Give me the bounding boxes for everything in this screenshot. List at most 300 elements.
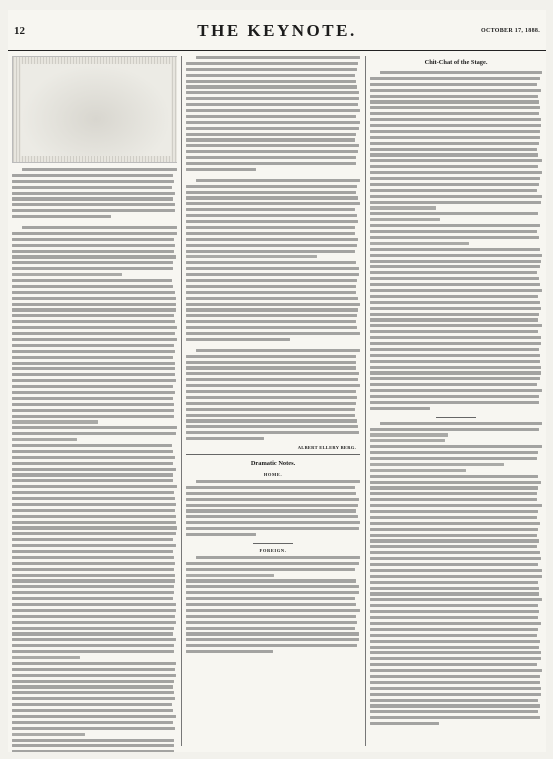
text-line — [370, 445, 542, 448]
text-line — [186, 168, 256, 171]
text-line — [12, 244, 175, 247]
text-line — [370, 433, 448, 436]
text-line — [12, 444, 172, 447]
text-line — [12, 215, 111, 218]
text-line — [186, 80, 356, 83]
section-title-chit-chat: Chit-Chat of the Stage. — [424, 59, 488, 66]
text-line — [186, 585, 359, 588]
text-line — [12, 391, 175, 394]
text-line — [370, 634, 537, 637]
text-line — [186, 486, 355, 489]
text-line — [370, 563, 538, 566]
text-line — [370, 218, 440, 221]
text-line — [370, 504, 542, 507]
text-line — [370, 481, 541, 484]
column-divider — [181, 56, 182, 746]
text-line — [186, 414, 355, 417]
text-line — [186, 492, 356, 495]
text-line — [12, 468, 176, 471]
text-line — [370, 201, 541, 204]
text-line — [370, 118, 541, 121]
text-line — [370, 522, 540, 525]
text-line — [12, 456, 175, 459]
text-line — [370, 640, 540, 643]
text-line — [370, 342, 541, 345]
text-line — [370, 545, 537, 548]
text-line — [186, 498, 359, 501]
text-line — [186, 303, 360, 306]
text-line — [186, 156, 356, 159]
text-line — [12, 579, 175, 582]
text-line — [12, 733, 85, 736]
text-line — [12, 721, 173, 724]
text-line — [370, 669, 542, 672]
text-line — [22, 226, 177, 229]
text-line — [186, 97, 359, 100]
text-line — [370, 171, 542, 174]
text-line — [370, 575, 542, 578]
text-line — [196, 480, 360, 483]
text-line — [186, 326, 357, 329]
text-line — [12, 556, 174, 559]
text-line — [12, 739, 174, 742]
text-line — [12, 497, 175, 500]
text-line — [370, 165, 538, 168]
text-line — [12, 609, 176, 612]
text-line — [186, 320, 356, 323]
article-body-text — [186, 349, 360, 443]
text-line — [186, 419, 357, 422]
text-line — [12, 350, 175, 353]
text-line — [370, 498, 537, 501]
text-line — [12, 232, 177, 235]
text-line — [186, 603, 356, 606]
text-line — [370, 89, 541, 92]
text-line — [370, 389, 542, 392]
text-line — [12, 332, 175, 335]
text-line — [370, 539, 539, 542]
text-line — [186, 62, 358, 65]
text-line — [370, 469, 466, 472]
caption-text-block — [12, 168, 177, 221]
column-divider — [365, 56, 366, 746]
text-line — [186, 509, 356, 512]
text-line — [186, 191, 356, 194]
text-line — [370, 475, 538, 478]
text-line — [186, 150, 358, 153]
text-line — [186, 133, 356, 136]
text-line — [12, 344, 174, 347]
text-line — [12, 192, 175, 195]
text-line — [186, 527, 359, 530]
text-line — [370, 463, 504, 466]
text-line — [370, 183, 539, 186]
text-line — [370, 622, 541, 625]
text-line — [186, 390, 356, 393]
text-line — [12, 314, 174, 317]
text-line — [370, 295, 538, 298]
text-line — [186, 267, 359, 270]
text-line — [370, 289, 542, 292]
text-line — [186, 220, 358, 223]
text-line — [186, 85, 357, 88]
text-line — [12, 320, 175, 323]
text-line — [12, 279, 172, 282]
text-line — [370, 159, 542, 162]
text-line — [370, 265, 540, 268]
text-line — [370, 348, 539, 351]
text-line — [186, 244, 357, 247]
text-line — [196, 556, 360, 559]
text-line — [370, 354, 540, 357]
text-line — [370, 301, 540, 304]
text-line — [186, 627, 355, 630]
text-line — [12, 326, 177, 329]
article-body-text — [186, 480, 360, 539]
text-line — [186, 279, 357, 282]
text-line — [12, 515, 176, 518]
article-body-text — [370, 422, 542, 728]
text-line — [186, 291, 356, 294]
text-line — [12, 715, 176, 718]
text-line — [12, 697, 175, 700]
text-line — [196, 349, 360, 352]
text-line — [370, 83, 537, 86]
text-line — [370, 142, 539, 145]
text-line — [370, 106, 540, 109]
text-line — [370, 360, 540, 363]
text-line — [186, 366, 356, 369]
text-line — [12, 403, 174, 406]
text-line — [12, 585, 174, 588]
text-line — [370, 675, 540, 678]
text-line — [12, 203, 175, 206]
text-line — [370, 212, 538, 215]
text-line — [12, 750, 174, 752]
text-line — [370, 457, 537, 460]
text-line — [12, 397, 173, 400]
text-line — [12, 308, 176, 311]
text-line — [370, 604, 538, 607]
text-line — [370, 136, 540, 139]
text-line — [186, 208, 355, 211]
text-line — [186, 504, 358, 507]
text-line — [12, 420, 98, 423]
text-line — [370, 407, 430, 410]
text-line — [186, 372, 359, 375]
text-line — [186, 273, 359, 276]
text-line — [370, 704, 540, 707]
text-line — [370, 100, 539, 103]
text-line — [12, 273, 122, 276]
text-line — [186, 138, 355, 141]
article-body-text — [186, 56, 360, 174]
issue-date: OCTOBER 17, 1888. — [481, 28, 540, 34]
text-line — [370, 242, 469, 245]
text-line — [370, 528, 538, 531]
text-line — [12, 568, 174, 571]
text-line — [186, 226, 355, 229]
text-line — [186, 332, 360, 335]
text-line — [186, 255, 317, 258]
text-line — [186, 597, 355, 600]
text-line — [186, 521, 360, 524]
column-2 — [186, 56, 360, 752]
text-line — [12, 509, 175, 512]
text-line — [186, 638, 359, 641]
subhead-foreign: FOREIGN. — [259, 547, 287, 553]
text-line — [12, 415, 174, 418]
text-line — [186, 115, 356, 118]
illustration-image — [12, 56, 177, 163]
text-line — [186, 615, 356, 618]
text-line — [370, 681, 540, 684]
text-line — [370, 428, 539, 431]
text-line — [370, 534, 537, 537]
text-line — [370, 486, 538, 489]
text-line — [370, 722, 439, 725]
text-line — [12, 373, 175, 376]
text-line — [186, 437, 264, 440]
author-signature: ALBERT ELLERY BERG. — [297, 445, 356, 450]
text-line — [12, 432, 176, 435]
text-line — [186, 384, 360, 387]
text-line — [370, 598, 542, 601]
text-line — [12, 197, 173, 200]
text-line — [186, 297, 358, 300]
text-line — [12, 285, 173, 288]
text-line — [370, 224, 540, 227]
text-line — [370, 206, 436, 209]
text-line — [370, 569, 542, 572]
text-line — [12, 238, 174, 241]
text-line — [12, 709, 173, 712]
text-line — [370, 628, 538, 631]
text-line — [186, 568, 355, 571]
text-line — [370, 581, 538, 584]
text-line — [370, 383, 537, 386]
text-line — [186, 402, 356, 405]
text-line — [12, 668, 175, 671]
text-line — [186, 533, 256, 536]
text-line — [186, 127, 359, 130]
text-line — [370, 551, 540, 554]
text-line — [186, 579, 356, 582]
text-line — [12, 627, 174, 630]
text-line — [186, 355, 356, 358]
text-line — [12, 473, 173, 476]
text-line — [12, 426, 177, 429]
text-line — [370, 663, 537, 666]
text-line — [12, 644, 174, 647]
text-line — [12, 562, 175, 565]
text-line — [370, 371, 541, 374]
text-line — [186, 103, 358, 106]
text-line — [12, 409, 174, 412]
text-line — [370, 610, 539, 613]
text-line — [12, 261, 173, 264]
text-line — [370, 260, 541, 263]
text-line — [370, 277, 539, 280]
text-line — [12, 744, 174, 747]
text-line — [12, 462, 173, 465]
text-line — [12, 685, 173, 688]
text-line — [12, 656, 80, 659]
text-line — [370, 153, 538, 156]
text-line — [370, 177, 540, 180]
text-line — [186, 238, 358, 241]
text-line — [12, 367, 175, 370]
text-line — [12, 526, 177, 529]
text-line — [186, 314, 357, 317]
text-line — [12, 362, 175, 365]
text-line — [186, 214, 357, 217]
text-line — [370, 395, 539, 398]
text-line — [370, 616, 538, 619]
article-body-text — [370, 71, 542, 413]
column-1 — [12, 56, 177, 752]
text-line — [12, 632, 173, 635]
text-line — [186, 338, 290, 341]
text-line — [12, 591, 174, 594]
masthead-title: THE KEYNOTE. — [197, 21, 357, 40]
text-line — [370, 516, 537, 519]
text-line — [186, 74, 355, 77]
text-line — [12, 186, 172, 189]
text-line — [186, 91, 359, 94]
text-line — [12, 180, 174, 183]
text-line — [12, 615, 175, 618]
text-line — [186, 196, 358, 199]
text-line — [12, 491, 174, 494]
text-line — [370, 330, 538, 333]
text-line — [186, 591, 359, 594]
text-line — [186, 408, 355, 411]
text-line — [12, 297, 176, 300]
text-line — [12, 267, 173, 270]
text-line — [12, 438, 77, 441]
text-line — [12, 650, 174, 653]
text-line — [186, 68, 357, 71]
text-line — [370, 646, 539, 649]
text-line — [12, 538, 173, 541]
article-body-text — [186, 556, 360, 656]
text-line — [370, 271, 537, 274]
section-separator — [436, 417, 476, 418]
text-line — [186, 144, 359, 147]
section-separator — [186, 454, 360, 455]
newspaper-page — [8, 10, 546, 752]
text-line — [370, 313, 539, 316]
text-line — [370, 230, 537, 233]
section-separator — [253, 543, 293, 544]
text-line — [12, 503, 176, 506]
text-line — [12, 485, 177, 488]
text-line — [370, 254, 542, 257]
text-line — [370, 657, 541, 660]
text-line — [370, 148, 537, 151]
page-header — [8, 10, 546, 51]
text-line — [370, 587, 539, 590]
text-line — [12, 680, 174, 683]
page-number: 12 — [14, 25, 25, 37]
text-line — [370, 112, 539, 115]
text-line — [370, 77, 540, 80]
text-line — [12, 574, 175, 577]
text-line — [12, 521, 176, 524]
text-line — [186, 562, 359, 565]
text-line — [186, 609, 360, 612]
text-line — [12, 356, 173, 359]
text-line — [370, 699, 538, 702]
text-line — [186, 361, 356, 364]
text-line — [186, 162, 356, 165]
text-line — [186, 202, 360, 205]
text-line — [186, 621, 357, 624]
text-line — [186, 425, 358, 428]
text-line — [186, 261, 356, 264]
text-line — [370, 195, 542, 198]
text-line — [12, 303, 176, 306]
text-line — [12, 662, 176, 665]
text-line — [12, 479, 173, 482]
text-line — [12, 291, 175, 294]
text-line — [12, 550, 173, 553]
text-line — [370, 710, 538, 713]
text-line — [370, 95, 538, 98]
text-line — [186, 250, 355, 253]
text-line — [370, 124, 541, 127]
text-line — [380, 71, 542, 74]
text-line — [370, 324, 542, 327]
text-line — [12, 338, 177, 341]
text-line — [12, 674, 176, 677]
text-line — [186, 515, 358, 518]
text-line — [370, 439, 445, 442]
text-line — [186, 109, 360, 112]
article-body-text — [186, 179, 360, 344]
text-line — [370, 377, 540, 380]
text-line — [12, 597, 173, 600]
text-line — [186, 644, 357, 647]
text-line — [370, 189, 537, 192]
text-line — [186, 121, 360, 124]
text-line — [12, 532, 176, 535]
text-line — [370, 336, 541, 339]
text-line — [12, 209, 175, 212]
text-line — [12, 450, 173, 453]
text-line — [370, 451, 538, 454]
text-line — [186, 650, 273, 653]
text-line — [186, 574, 274, 577]
section-title-dramatic-notes: Dramatic Notes. — [250, 460, 296, 467]
text-line — [186, 285, 356, 288]
text-line — [186, 185, 357, 188]
text-line — [12, 603, 176, 606]
text-line — [186, 232, 355, 235]
text-line — [370, 401, 539, 404]
text-line — [12, 727, 175, 730]
illustration-scene — [21, 64, 171, 156]
text-line — [186, 378, 358, 381]
text-line — [370, 248, 540, 251]
text-line — [370, 557, 541, 560]
text-line — [370, 687, 541, 690]
column-3 — [370, 56, 542, 752]
text-line — [370, 307, 541, 310]
text-line — [22, 168, 177, 171]
text-line — [370, 716, 540, 719]
